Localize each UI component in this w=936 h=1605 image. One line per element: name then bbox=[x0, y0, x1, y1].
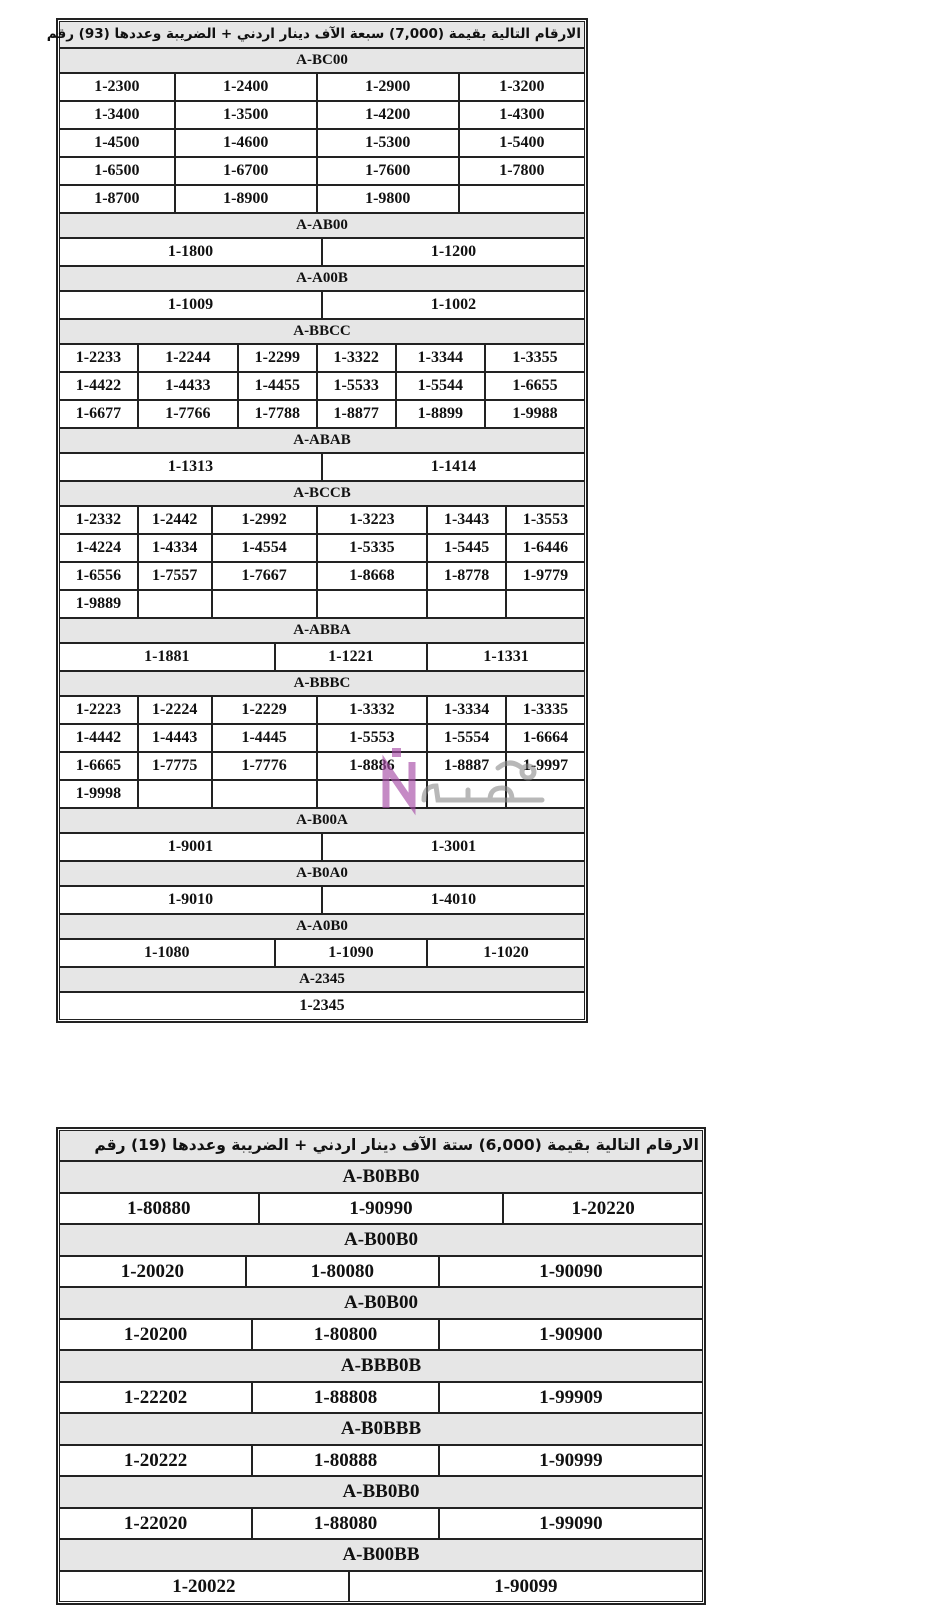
number-cell: 1-4422 bbox=[59, 372, 138, 400]
number-cell: 1-4334 bbox=[138, 534, 212, 562]
number-cell: 1-6677 bbox=[59, 400, 138, 428]
number-cell: 1-1090 bbox=[275, 939, 428, 967]
number-cell bbox=[317, 590, 427, 618]
number-cell: 1-9997 bbox=[506, 752, 585, 780]
number-cell: 1-20022 bbox=[59, 1571, 349, 1602]
number-cell: 1-8886 bbox=[317, 752, 427, 780]
table-row bbox=[59, 506, 585, 534]
number-cell: 1-6556 bbox=[59, 562, 138, 590]
table-header: الارقام التالية بقيمة (6,000) ستة الآف دينار اردني + الضريبة وعددها (19) رقم bbox=[59, 1130, 703, 1161]
table-row bbox=[59, 372, 585, 400]
number-cell: 1-22202 bbox=[59, 1382, 252, 1413]
number-cell: 1-4442 bbox=[59, 724, 138, 752]
table-row bbox=[59, 643, 585, 671]
table-row bbox=[59, 562, 585, 590]
number-cell: 1-5533 bbox=[317, 372, 396, 400]
section-title: A-B0BBB bbox=[59, 1413, 703, 1445]
number-cell bbox=[212, 590, 317, 618]
number-cell: 1-4010 bbox=[322, 886, 585, 914]
number-cell bbox=[212, 780, 317, 808]
number-cell: 1-3500 bbox=[175, 101, 317, 129]
number-cell: 1-1002 bbox=[322, 291, 585, 319]
number-cell: 1-90999 bbox=[439, 1445, 703, 1476]
number-cell: 1-2992 bbox=[212, 506, 317, 534]
number-cell: 1-5544 bbox=[396, 372, 485, 400]
table-row bbox=[59, 1445, 703, 1476]
number-cell: 1-20200 bbox=[59, 1319, 252, 1350]
number-cell: 1-90990 bbox=[259, 1193, 504, 1224]
section-title: A-B0A0 bbox=[59, 861, 585, 886]
section-title: A-BCCB bbox=[59, 481, 585, 506]
number-cell: 1-1020 bbox=[427, 939, 585, 967]
price-table-6000 bbox=[56, 1127, 706, 1605]
number-cell: 1-80880 bbox=[59, 1193, 259, 1224]
table-row bbox=[59, 1193, 703, 1224]
number-cell: 1-3332 bbox=[317, 696, 427, 724]
number-cell: 1-1221 bbox=[275, 643, 428, 671]
number-cell: 1-99090 bbox=[439, 1508, 703, 1539]
number-cell: 1-3443 bbox=[427, 506, 506, 534]
number-cell: 1-7600 bbox=[317, 157, 459, 185]
number-cell: 1-8900 bbox=[175, 185, 317, 213]
table-row bbox=[59, 833, 585, 861]
section-title: A-B00B0 bbox=[59, 1224, 703, 1256]
number-cell: 1-2400 bbox=[175, 73, 317, 101]
number-cell: 1-4433 bbox=[138, 372, 238, 400]
number-cell: 1-8899 bbox=[396, 400, 485, 428]
number-cell: 1-9001 bbox=[59, 833, 322, 861]
number-cell bbox=[138, 590, 212, 618]
number-cell: 1-1313 bbox=[59, 453, 322, 481]
table-row bbox=[59, 992, 585, 1020]
number-cell: 1-7667 bbox=[212, 562, 317, 590]
section-title: A-A00B bbox=[59, 266, 585, 291]
number-cell: 1-3334 bbox=[427, 696, 506, 724]
table-row bbox=[59, 1508, 703, 1539]
number-cell: 1-80888 bbox=[252, 1445, 439, 1476]
table-row bbox=[59, 157, 585, 185]
price-table-7000 bbox=[46, 18, 588, 1023]
number-cell: 1-3200 bbox=[459, 73, 585, 101]
number-cell: 1-9988 bbox=[485, 400, 585, 428]
number-cell: 1-80080 bbox=[246, 1256, 439, 1287]
number-cell: 1-1080 bbox=[59, 939, 275, 967]
table-row bbox=[59, 1319, 703, 1350]
number-cell: 1-3223 bbox=[317, 506, 427, 534]
number-cell: 1-2223 bbox=[59, 696, 138, 724]
number-cell: 1-6655 bbox=[485, 372, 585, 400]
number-cell: 1-6664 bbox=[506, 724, 585, 752]
number-cell: 1-3322 bbox=[317, 344, 396, 372]
number-cell: 1-20222 bbox=[59, 1445, 252, 1476]
number-cell bbox=[427, 590, 506, 618]
number-cell: 1-2332 bbox=[59, 506, 138, 534]
number-cell: 1-3553 bbox=[506, 506, 585, 534]
table-row bbox=[59, 344, 585, 372]
number-cell: 1-9800 bbox=[317, 185, 459, 213]
table-row bbox=[59, 1256, 703, 1287]
number-cell bbox=[459, 185, 585, 213]
number-cell: 1-1881 bbox=[59, 643, 275, 671]
number-cell: 1-9889 bbox=[59, 590, 138, 618]
number-cell: 1-1200 bbox=[322, 238, 585, 266]
number-cell: 1-8668 bbox=[317, 562, 427, 590]
number-cell: 1-20220 bbox=[503, 1193, 703, 1224]
section-title: A-BC00 bbox=[59, 48, 585, 73]
number-cell: 1-3400 bbox=[59, 101, 175, 129]
number-cell: 1-20020 bbox=[59, 1256, 246, 1287]
number-cell: 1-4200 bbox=[317, 101, 459, 129]
table-row bbox=[59, 400, 585, 428]
number-cell bbox=[138, 780, 212, 808]
number-cell: 1-5553 bbox=[317, 724, 427, 752]
table-row bbox=[59, 886, 585, 914]
number-cell: 1-7775 bbox=[138, 752, 212, 780]
number-cell: 1-6665 bbox=[59, 752, 138, 780]
table-row bbox=[59, 590, 585, 618]
number-cell: 1-4455 bbox=[238, 372, 317, 400]
number-cell: 1-22020 bbox=[59, 1508, 252, 1539]
table-row bbox=[59, 696, 585, 724]
number-cell: 1-1009 bbox=[59, 291, 322, 319]
section-title: A-B00A bbox=[59, 808, 585, 833]
number-cell: 1-3355 bbox=[485, 344, 585, 372]
section-title: A-AB00 bbox=[59, 213, 585, 238]
table-row bbox=[59, 939, 585, 967]
number-cell: 1-4443 bbox=[138, 724, 212, 752]
number-cell: 1-3001 bbox=[322, 833, 585, 861]
table-row bbox=[59, 291, 585, 319]
table-body bbox=[59, 48, 585, 1020]
table-row bbox=[59, 129, 585, 157]
number-cell: 1-3335 bbox=[506, 696, 585, 724]
number-cell: 1-3344 bbox=[396, 344, 485, 372]
section-title: A-BBCC bbox=[59, 319, 585, 344]
number-cell: 1-7776 bbox=[212, 752, 317, 780]
number-cell: 1-9779 bbox=[506, 562, 585, 590]
number-cell: 1-2300 bbox=[59, 73, 175, 101]
number-cell: 1-7788 bbox=[238, 400, 317, 428]
section-title: A-BBB0B bbox=[59, 1350, 703, 1382]
number-cell: 1-2233 bbox=[59, 344, 138, 372]
number-cell: 1-90090 bbox=[439, 1256, 703, 1287]
number-cell: 1-4300 bbox=[459, 101, 585, 129]
section-title: A-ABAB bbox=[59, 428, 585, 453]
number-cell: 1-88808 bbox=[252, 1382, 439, 1413]
number-cell bbox=[506, 590, 585, 618]
section-title: A-BBBC bbox=[59, 671, 585, 696]
table-row bbox=[59, 453, 585, 481]
table-row bbox=[59, 534, 585, 562]
number-cell: 1-5400 bbox=[459, 129, 585, 157]
number-cell: 1-5335 bbox=[317, 534, 427, 562]
number-cell: 1-90099 bbox=[349, 1571, 703, 1602]
number-cell: 1-5554 bbox=[427, 724, 506, 752]
number-cell: 1-5300 bbox=[317, 129, 459, 157]
number-cell: 1-6500 bbox=[59, 157, 175, 185]
section-title: A-A0B0 bbox=[59, 914, 585, 939]
number-cell: 1-2900 bbox=[317, 73, 459, 101]
number-cell: 1-5445 bbox=[427, 534, 506, 562]
number-cell: 1-7800 bbox=[459, 157, 585, 185]
number-cell: 1-90900 bbox=[439, 1319, 703, 1350]
table-row bbox=[59, 185, 585, 213]
number-cell: 1-1331 bbox=[427, 643, 585, 671]
number-cell: 1-6446 bbox=[506, 534, 585, 562]
number-cell: 1-1800 bbox=[59, 238, 322, 266]
table-row bbox=[59, 1382, 703, 1413]
number-cell: 1-80800 bbox=[252, 1319, 439, 1350]
section-title: A-BB0B0 bbox=[59, 1476, 703, 1508]
number-cell: 1-4600 bbox=[175, 129, 317, 157]
section-title: A-B0BB0 bbox=[59, 1161, 703, 1193]
table-row bbox=[59, 238, 585, 266]
table-body bbox=[59, 1161, 703, 1602]
section-title: A-B00BB bbox=[59, 1539, 703, 1571]
number-cell: 1-2299 bbox=[238, 344, 317, 372]
number-cell: 1-8877 bbox=[317, 400, 396, 428]
number-cell: 1-4554 bbox=[212, 534, 317, 562]
number-cell: 1-9998 bbox=[59, 780, 138, 808]
section-title: A-ABBA bbox=[59, 618, 585, 643]
number-cell: 1-1414 bbox=[322, 453, 585, 481]
number-cell: 1-4224 bbox=[59, 534, 138, 562]
number-cell: 1-4445 bbox=[212, 724, 317, 752]
number-cell: 1-2345 bbox=[59, 992, 585, 1020]
table-row bbox=[59, 101, 585, 129]
number-cell: 1-8778 bbox=[427, 562, 506, 590]
number-cell: 1-99909 bbox=[439, 1382, 703, 1413]
number-cell: 1-2224 bbox=[138, 696, 212, 724]
number-cell: 1-88080 bbox=[252, 1508, 439, 1539]
table-header: الارقام التالية بقيمة (7,000) سبعة الآف دينار اردني + الضريبة وعددها (93) رقم bbox=[59, 21, 585, 48]
number-cell: 1-6700 bbox=[175, 157, 317, 185]
table-row bbox=[59, 73, 585, 101]
number-cell: 1-2244 bbox=[138, 344, 238, 372]
table-row bbox=[59, 1571, 703, 1602]
number-cell: 1-2442 bbox=[138, 506, 212, 534]
number-cell: 1-9010 bbox=[59, 886, 322, 914]
number-cell: 1-8887 bbox=[427, 752, 506, 780]
number-cell: 1-8700 bbox=[59, 185, 175, 213]
number-cell: 1-7557 bbox=[138, 562, 212, 590]
watermark-logo-icon bbox=[378, 748, 548, 818]
section-title: A-2345 bbox=[59, 967, 585, 992]
number-cell: 1-2229 bbox=[212, 696, 317, 724]
section-title: A-B0B00 bbox=[59, 1287, 703, 1319]
number-cell: 1-4500 bbox=[59, 129, 175, 157]
number-cell: 1-7766 bbox=[138, 400, 238, 428]
